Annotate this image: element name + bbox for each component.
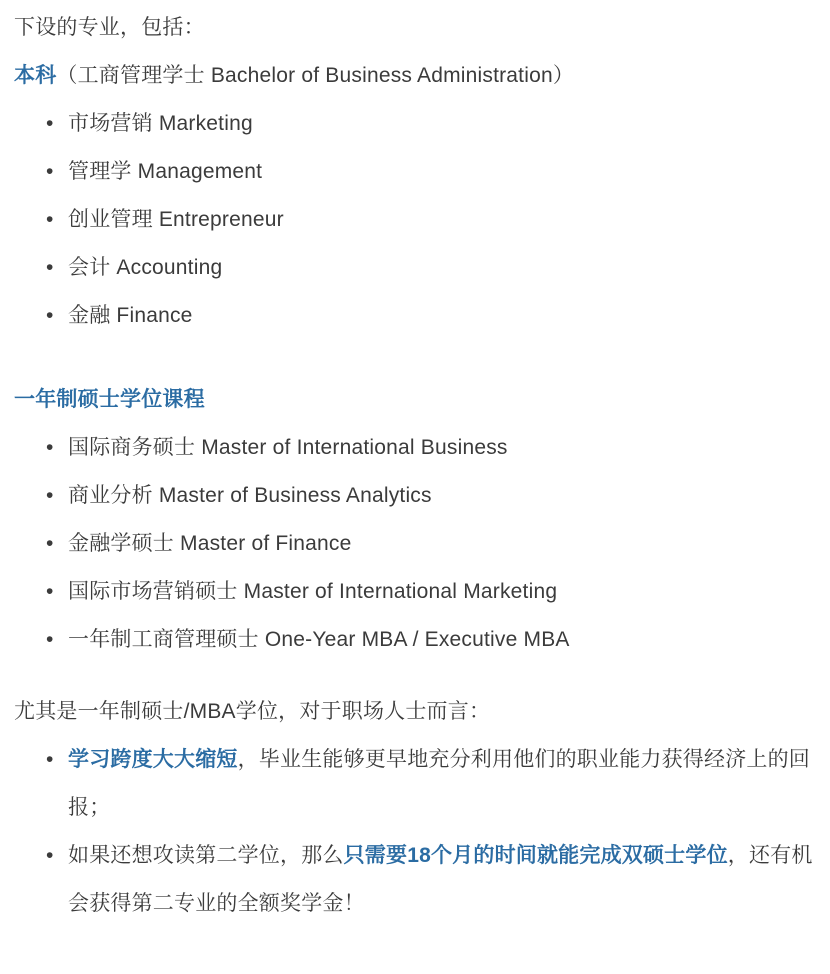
benefits-spacer — [14, 664, 816, 688]
list-item: • 国际市场营销硕士 Master of International Marketing — [68, 568, 816, 616]
list-item: • 会计 Accounting — [68, 244, 816, 292]
list-item: • 创业管理 Entrepreneur — [68, 196, 816, 244]
master-programs-list — [14, 424, 816, 664]
benefit-one-highlight: 学习跨度大大缩短 — [68, 748, 238, 771]
bachelor-link[interactable]: 本科 — [14, 64, 57, 87]
benefit-two-highlight: 只需要18个月的时间就能完成双硕士学位 — [343, 844, 728, 867]
section-spacer — [14, 340, 816, 376]
benefits-list — [14, 736, 816, 928]
list-item: • 国际商务硕士 Master of International Business — [68, 424, 816, 472]
benefit-one-rest: ，毕业生能够更早地充分利用他们的职业能力获得经济上的回报； — [68, 748, 811, 819]
list-item — [68, 736, 816, 832]
benefits-intro: 尤其是一年制硕士/MBA学位，对于职场人士而言： — [14, 700, 491, 723]
bachelor-heading-rest: （工商管理学士 Bachelor of Business Administration） — [56, 64, 575, 87]
list-item: • 金融学硕士 Master of Finance — [68, 520, 816, 568]
master-section-title: 一年制硕士学位课程 — [14, 388, 205, 411]
bachelor-majors-list — [14, 100, 816, 340]
list-item: • 管理学 Management — [68, 148, 816, 196]
list-item: • 市场营销 Marketing — [68, 100, 816, 148]
list-item: • 商业分析 Master of Business Analytics — [68, 472, 816, 520]
list-item — [68, 832, 816, 928]
list-item: • 金融 Finance — [68, 292, 816, 340]
list-item: • 一年制工商管理硕士 One-Year MBA / Executive MBA — [68, 616, 816, 664]
benefit-two-lead: 如果还想攻读第二学位，那么 — [68, 844, 344, 867]
bachelor-heading — [14, 52, 816, 100]
benefit-two-rest: ，还有机会获得第二专业的全额奖学金！ — [68, 844, 813, 915]
intro-paragraph: 下设的专业，包括： — [14, 16, 205, 39]
